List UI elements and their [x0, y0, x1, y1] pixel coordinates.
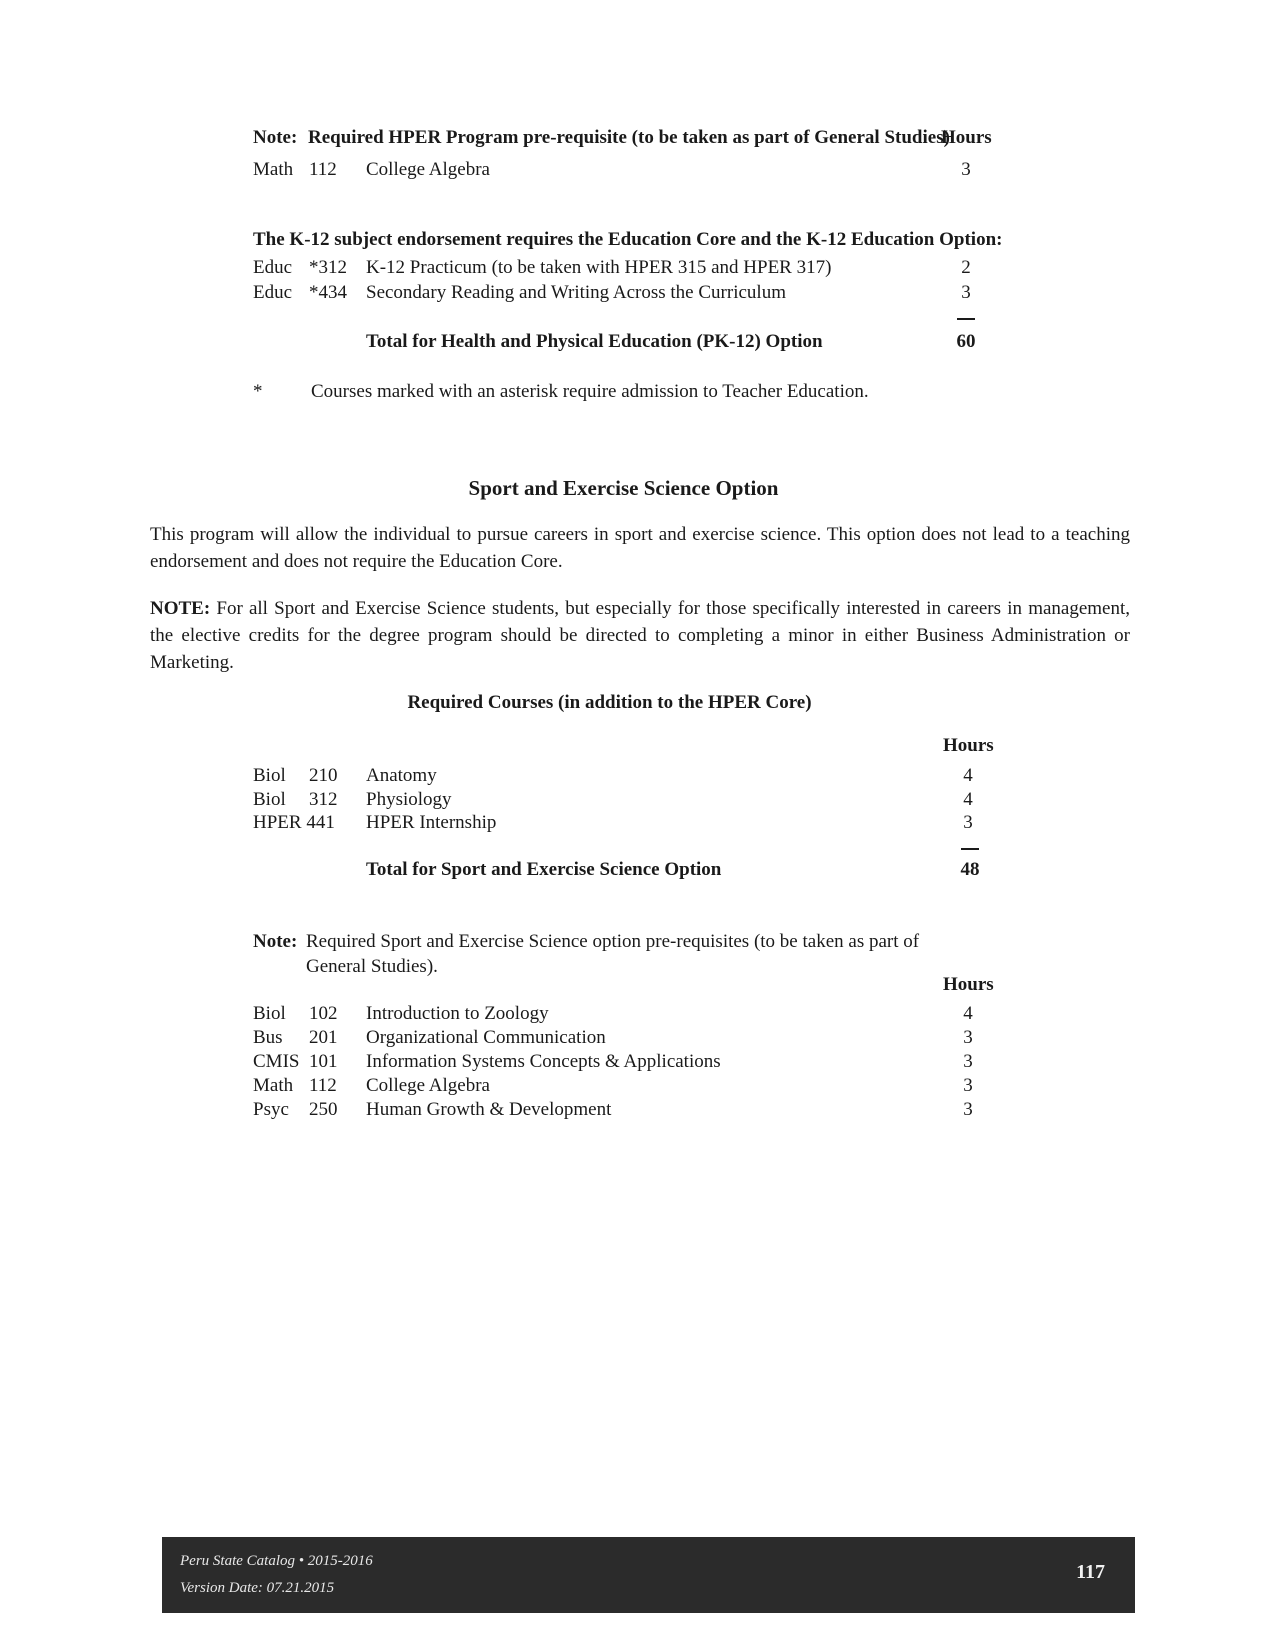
course-title: K-12 Practicum (to be taken with HPER 315 and HPER 317)	[366, 257, 832, 278]
page-number: 117	[1076, 1561, 1105, 1583]
course-title: College Algebra	[366, 159, 490, 180]
total-hours: 48	[960, 859, 980, 880]
course-hours: 4	[963, 789, 973, 810]
course-dept: Biol	[253, 765, 286, 786]
k12-heading: The K-12 subject endorsement requires the Education Core and the K-12 Education Option:	[253, 229, 1003, 250]
course-number: 250	[309, 1099, 338, 1120]
hours-header: Hours	[943, 735, 994, 756]
course-title: Human Growth & Development	[366, 1099, 612, 1120]
course-title: Physiology	[366, 789, 452, 810]
sport-note-paragraph	[150, 595, 1130, 676]
course-number: 441	[306, 812, 335, 833]
course-row	[253, 1026, 1013, 1050]
course-hours: 2	[961, 257, 971, 278]
course-number: 210	[309, 765, 338, 786]
course-title: Introduction to Zoology	[366, 1003, 549, 1024]
course-number: *434	[309, 282, 347, 303]
course-hours: 3	[961, 159, 971, 180]
course-row	[253, 281, 1013, 305]
course-number: 102	[309, 1003, 338, 1024]
course-dept: Psyc	[253, 1099, 289, 1120]
prereq-note-heading	[253, 126, 1013, 150]
course-title: College Algebra	[366, 1075, 490, 1096]
prereq-note-label: Note:	[253, 127, 298, 148]
sport-prereq-label: Note:	[253, 931, 298, 952]
course-hours: 4	[963, 1003, 973, 1024]
course-dept: Biol	[253, 789, 286, 810]
course-hours: 3	[963, 1099, 973, 1120]
course-number: 312	[309, 789, 338, 810]
course-number: 201	[309, 1027, 338, 1048]
course-dept: Educ	[253, 257, 293, 278]
total-label: Total for Health and Physical Education (PK-12) Option	[366, 331, 823, 352]
course-row	[253, 788, 1013, 812]
course-dept: Math	[253, 1075, 294, 1096]
course-row	[253, 158, 1013, 182]
sport-prereq-note-cont: General Studies).	[306, 956, 438, 977]
course-dept: Biol	[253, 1003, 286, 1024]
total-rule	[961, 848, 979, 850]
total-label: Total for Sport and Exercise Science Option	[366, 859, 722, 880]
course-row	[253, 1098, 1013, 1122]
course-dept	[253, 811, 335, 835]
course-title: Information Systems Concepts & Applications	[366, 1051, 721, 1072]
course-row	[253, 1002, 1013, 1026]
prereq-note-text: Required HPER Program pre-requisite (to be taken as part of General Studies)	[308, 127, 950, 148]
sport-prereq-line1: Required Sport and Exercise Science option pre-requisites (to be taken as part of	[306, 931, 920, 952]
required-courses-heading: Required Courses (in addition to the HPER Core)	[407, 692, 812, 713]
sport-note-label: NOTE:	[150, 598, 211, 619]
course-title: Anatomy	[366, 765, 437, 786]
course-title: HPER Internship	[366, 812, 497, 833]
asterisk-note-text: Courses marked with an asterisk require admission to Teacher Education.	[311, 381, 869, 402]
course-number: 112	[309, 159, 337, 180]
course-row	[253, 1050, 1013, 1074]
asterisk-mark: *	[253, 381, 263, 402]
sport-prereq-note	[253, 930, 1013, 954]
course-dept: Educ	[253, 282, 293, 303]
footer-catalog: Peru State Catalog • 2015-2016	[180, 1553, 373, 1569]
course-dept: Math	[253, 159, 294, 180]
course-hours: 4	[963, 765, 973, 786]
course-dept: CMIS	[253, 1051, 300, 1072]
sport-note-text: For all Sport and Exercise Science students, but especially for those specifically interested in careers in management, the elective credits for the degree program should be directed to completing a minor in either Business Administration or Marketing.	[150, 598, 1131, 673]
course-hours: 3	[963, 812, 973, 833]
footer-version: Version Date: 07.21.2015	[180, 1580, 335, 1596]
sport-intro-paragraph: This program will allow the individual to pursue careers in sport and exercise science. This option does not lead to a teaching endorsement and does not require the Education Core.	[150, 524, 1130, 572]
course-title: Organizational Communication	[366, 1027, 606, 1048]
course-hours: 3	[963, 1075, 973, 1096]
course-hours: 3	[963, 1051, 973, 1072]
sport-total-row	[253, 858, 1013, 882]
course-number: *312	[309, 257, 347, 278]
total-hours: 60	[956, 331, 976, 352]
course-row	[253, 811, 1013, 835]
course-dept-code: HPER	[253, 812, 302, 833]
course-dept: Bus	[253, 1027, 283, 1048]
course-row	[253, 1074, 1013, 1098]
course-row	[253, 764, 1013, 788]
page-footer	[162, 1537, 1135, 1613]
course-row	[253, 256, 1013, 280]
course-hours: 3	[961, 282, 971, 303]
hours-header: Hours	[943, 974, 994, 995]
section-title: Sport and Exercise Science Option	[468, 476, 779, 500]
k12-total-row	[253, 330, 1013, 354]
course-title: Secondary Reading and Writing Across the Curriculum	[366, 282, 786, 303]
course-number: 101	[309, 1051, 338, 1072]
course-hours: 3	[963, 1027, 973, 1048]
asterisk-note	[253, 380, 1013, 404]
course-number: 112	[309, 1075, 337, 1096]
prereq-hours-header: Hours	[941, 127, 992, 148]
total-rule	[957, 318, 975, 320]
